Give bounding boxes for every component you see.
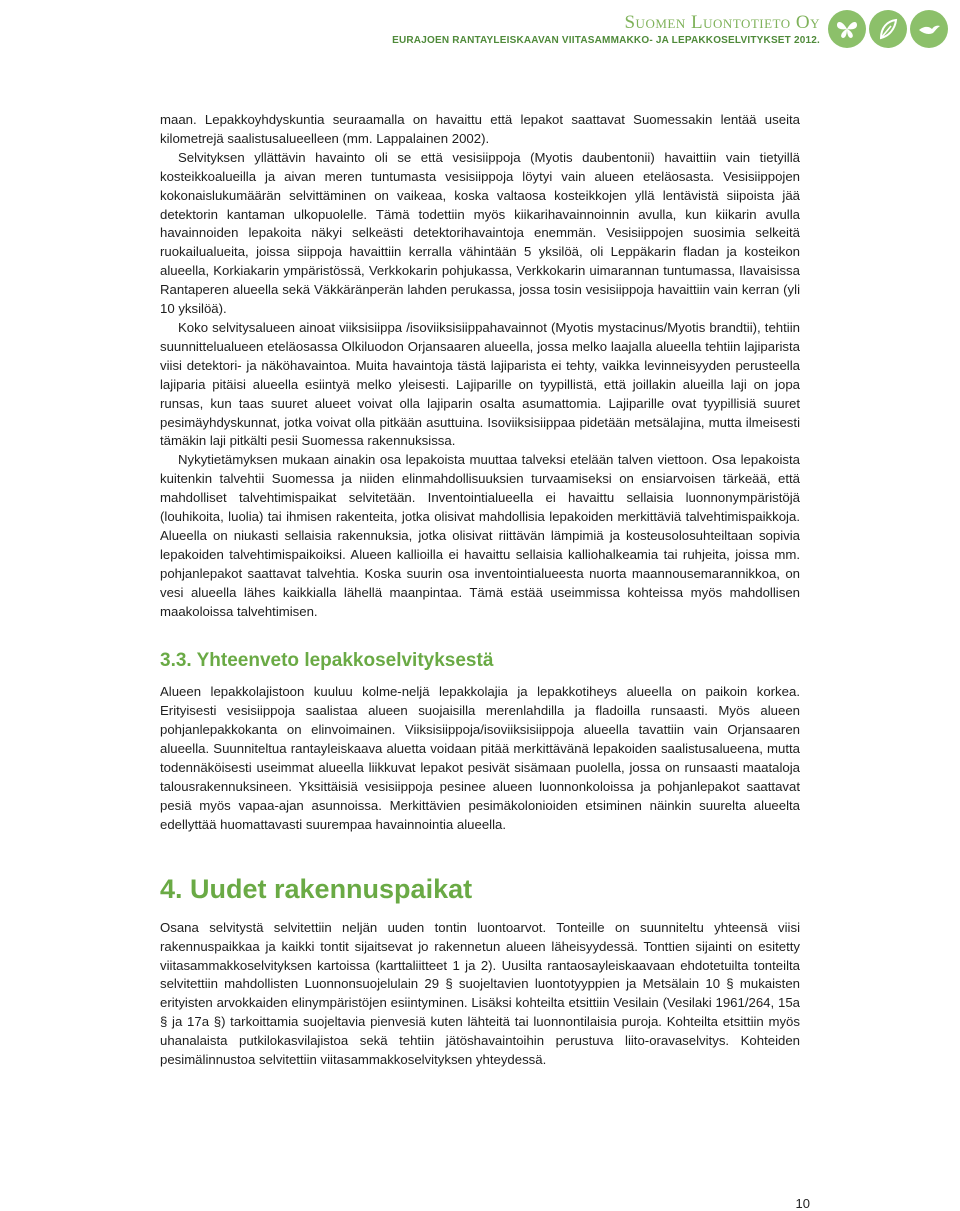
bird-icon	[910, 10, 948, 48]
paragraph-talvehtiminen: Nykytietämyksen mukaan ainakin osa lepakoista muuttaa talveksi etelään talven viettoon. Osa lepakoista kuitenkin talvehtii Suomessa ja niiden elinmahdollisuuksien turvaamiseksi on ensiarvoisen tärkeää, että mahdolliset talvehtimispaikat selvitetään. Inventointialueella ei havaittu sellaisia luonnonympäristöjä (louhikoita, luolia) tai ihmisen rakenteita, jotka olisivat mahdollisia lepakoiden merkittäviä talvehtimispaikkoja. Alueella on niukasti sellaisia rakennuksia, jotka olisivat riittävän lämpimiä ja kosteusolosuhteiltaan sopivia lepakoiden talvehtimispaikoiksi. Alueen kallioilla ei havaittu sellaisia kalliohalkeamia tai ruhjeita, joissa mm. pohjanlepakot saattavat talvehtia. Koska suurin osa inventointialueesta nuorta maannousemarannikkoa, on vesi alueella lähes kaikkialla lähellä maanpintaa. Tämä estää useimmissa kohteissa myös mahdollisen maakoloissa talvehtimisen.	[160, 452, 800, 619]
logo-icons	[828, 10, 948, 48]
page-number: 10	[795, 1196, 810, 1211]
paragraph-continuation: maan. Lepakkoyhdyskuntia seuraamalla on havaittu että lepakot saattavat Suomessakin lentää useita kilometrejä saalistusalueelleen (mm. Lappalainen 2002).	[160, 112, 800, 146]
header-text	[392, 12, 820, 46]
section-heading-3-3: 3.3. Yhteenveto lepakkoselvityksestä	[160, 650, 494, 672]
butterfly-icon	[828, 10, 866, 48]
section-heading-4: 4. Uudet rakennuspaikat	[160, 873, 473, 904]
paragraph-vesisiippa: Selvityksen yllättävin havainto oli se että vesisiippoja (Myotis daubentonii) havaittiin vain tietyillä kosteikkoalueilla ja aivan meren tuntumasta vesisiippoja löytyi vain alueen eteläosasta. Vesisiippojen kokonaislukumäärän selvittäminen on vaikeaa, koska valtaosa kosteikkojen yllä lentävistä siipoista jää detektorin kantaman ulkopuolelle. Tämä todettiin myös kiikarihavainnoinnin avulla, kun kiikarin avulla havainnoiden lepakoita näkyi selkeästi detektorihavaintoja enemmän. Vesisiippojen suosimia selkeitä ruokailualueita, joissa siippoja havaittiin kerralla vähintään 5 yksilöä, oli Leppäkarin fladan ja kosteikon alueella, Korkiakarin ympäristössä, Verkkokarin pohjukassa, Verkkokarin uimarannan tuntumassa, Ilavaisissa Rantaperen alueella sekä Väkkäränperän lahden perukassa, jossa tosin vesisiippoja havaittiin vain kerran (yli 10 yksilöä).	[160, 149, 800, 317]
brand-name: Suomen Luontotieto Oy	[624, 12, 820, 33]
paragraph-rakennuspaikat: Osana selvitystä selvitettiin neljän uuden tontin luontoarvot. Tonteille on suunniteltu yhteensä viisi rakennuspaikkaa ja kaikki tontit sijaitsevat jo rakennetun alueen läheisyydessä. Tonttien sijainti on esitetty viitasammakkoselvityksen kartoissa (karttaliitteet 1 ja 2). Uusilta rantaosayleiskaavaan ehdotetuilta tonteilta selvitettiin mahdollisten Luonnonsuojelulain 29 § suojeltavien luontotyyppien ja Metsälain 10 § mukaisten erityisten arvokkaiden elinympäristöjen esiintyminen. Lisäksi kohteilta etsittiin Vesilain (Vesilaki 1961/264, 15a § ja 17a §) tarkoittamia suojeltavia pienvesiä kuten lähteitä tai luonnontilaisia puroja. Kohteilta etsittiin myös uhanalaista putkilokasvilajistoa sekä tehtiin jätöshavaintoihin perustuva liito-oravaselvitys. Kohteiden pesimälinnustoa selvitettiin viitasammakkoselvityksen yhteydessä.	[160, 919, 800, 1068]
report-subtitle: EURAJOEN RANTAYLEISKAAVAN VIITASAMMAKKO- JA LEPAKKOSELVITYKSET 2012.	[392, 35, 820, 46]
page-header	[392, 10, 948, 48]
leaf-icon	[869, 10, 907, 48]
paragraph-viiksisiippa: Koko selvitysalueen ainoat viiksisiippa /isoviiksisiippahavainnot (Myotis mystacinus/Myotis brandtii), tehtiin suunnittelualueen eteläosassa Olkiluodon Orjansaaren alueella, jossa melko laajalla alueella tehtiin lajiparista viisi detektori- ja näköhavaintoa. Muita havaintoja tästä lajiparista ei tehty, vaikka levinneisyyden perusteella lajiparia pitäisi alueella esiintyä melko yleisesti. Lajiparille on tyypillistä, että joillakin alueilla laji on jopa runsas, kun taas suuret alueet voivat olla lajiparin osalta asumattomia. Lajiparille ovat tyypillisiä suuret pesimäyhdyskunnat, jotka voivat olla pitkään asuttuina. Isoviiksisiippaa pidetään metsälajina, mutta ilmeisesti tämäkin laji pitkälti pesii Suomessa rakennuksissa.	[160, 319, 800, 449]
page-content	[160, 111, 800, 1070]
paragraph-summary: Alueen lepakkolajistoon kuuluu kolme-neljä lepakkolajia ja lepakkotiheys alueella on paikoin korkea. Erityisesti vesisiippoja saalistaa alueen suojaisilla merenlahdilla ja fladoilla runsaasti. Myös alueen pohjanlepakkokanta on elinvoimainen. Viiksisiippoja/isoviiksisiippoja alueella tavattiin vain Orjansaaren alueella. Suunniteltua rantayleiskaava aluetta voidaan pitää merkittävänä lepakoiden saalistusalueena, mutta todennäköisesti useimmat alueella liikkuvat lepakot pesivät sisämaan puolella, jossa on runsaasti maataloja talousrakennuksineen. Yksittäisiä vesisiippoja pesinee alueen luonnonkoloissa ja pohjanlepakot saattavat pesiä myös vapaa-ajan asunnoissa. Merkittävien pesimäkolonioiden etsiminen näinkin suurelta alueelta edellyttää huomattavasti suurempaa havainnointia alueella.	[160, 684, 800, 832]
